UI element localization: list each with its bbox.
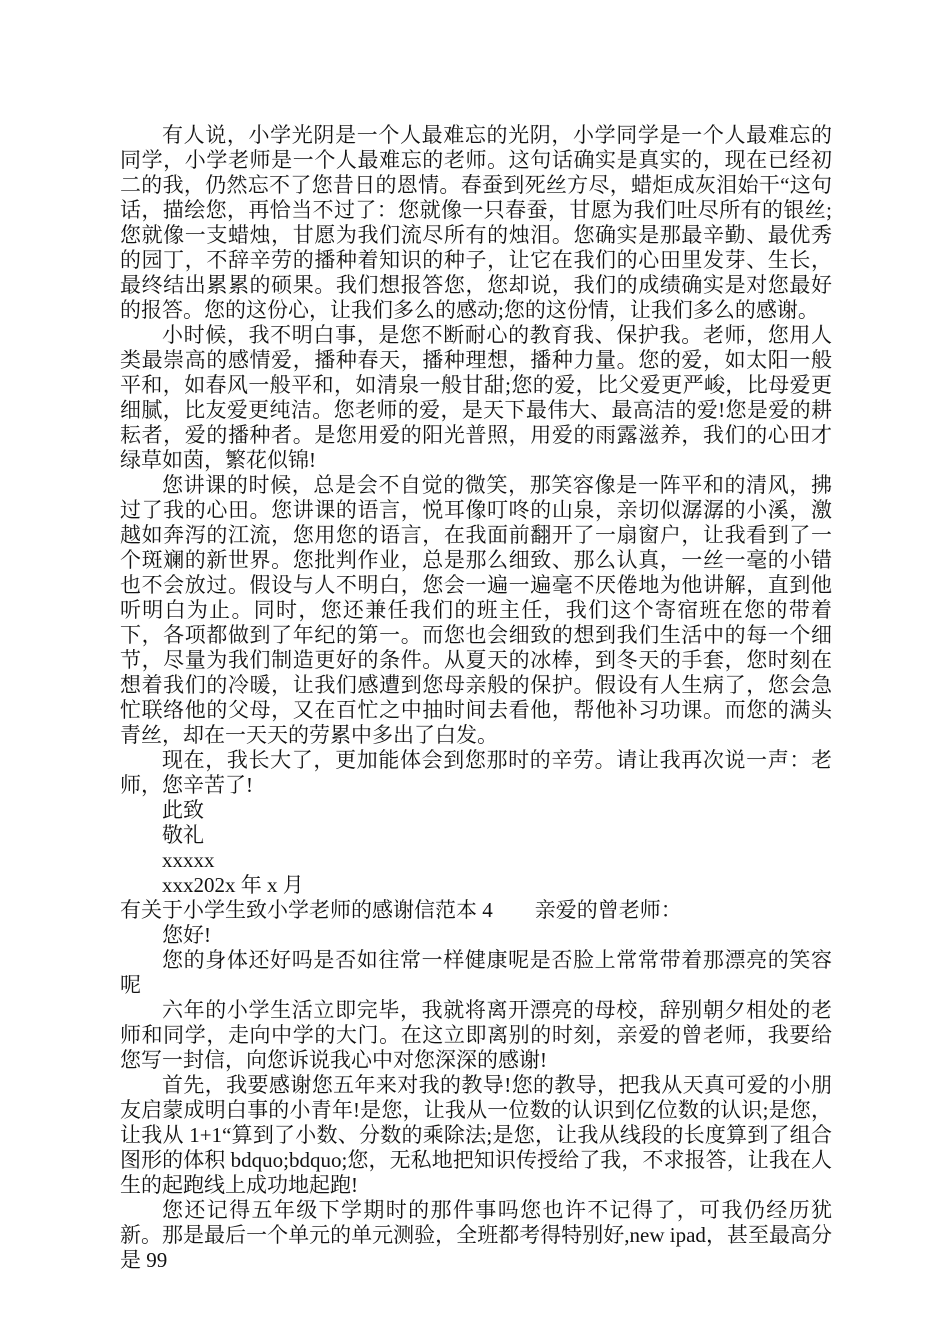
para-teaching-style: 您讲课的时候，总是会不自觉的微笑，那笑容像是一阵平和的清风，拂过了我的心田。您讲课的语言，悦耳像叮咚的山泉，亲切似潺潺的小溪，激越如奔泻的江流，您用您的语言，在我面前翻开了一扇窗户，让我看到了一个斑斓的新世界。您批判作业，总是那么细致、那么认真，一丝一毫的小错也不会放过。假设与人不明白，您会一遍一遍毫不厌倦地为他讲解，直到他听明白为止。同时，您还兼任我们的班主任，我们这个寄宿班在您的带着下，各项都做到了年纪的第一。而您也会细致的想到我们生活中的每一个细节，尽量为我们制造更好的条件。从夏天的冰棒，到冬天的手套，您时刻在想着我们的冷暖，让我们感遭到您母亲般的保护。假设有人生病了，您会急忙联络他的父母，又在百忙之中抽时间去看他，帮他补习功课。而您的满头青丝，却在一天天的劳累中多出了白发。 [120, 473, 832, 747]
para-health-question: 您的身体还好吗是否如往常一样健康呢是否脸上常常带着那漂亮的笑容呢 [120, 948, 832, 997]
line-jingli: 敬礼 [162, 823, 204, 847]
para-now-grown: 现在，我长大了，更加能体会到您那时的辛劳。请让我再次说一声：老师，您辛苦了! [120, 748, 832, 797]
line-cizhi: 此致 [162, 798, 204, 822]
line-greeting: 您好! [162, 923, 211, 947]
para-thanks-teaching: 首先，我要感谢您五年来对我的教导!您的教导，把我从天真可爱的小朋友启蒙成明白事的小青年!是您，让我从一位数的认识到亿位数的认识;是您，让我从 1+1“算到了小数、分数的乘除法;是您，让我从线段的长度算到了组合图形的体积 bdquo;bdquo;您，无私地把知识传授给了我，不求报答，让我在人生的起跑线上成功地起跑! [120, 1073, 832, 1197]
line-signature: xxxxx [162, 848, 215, 872]
document-body [120, 123, 832, 1273]
para-silkworm-candle: 有人说，小学光阴是一个人最难忘的光阴，小学同学是一个人最难忘的同学，小学老师是一个人最难忘的老师。这句话确实是真实的，现在已经初二的我，仍然忘不了您昔日的恩情。春蚕到死丝方尽，蜡炬成灰泪始干“这句话，描绘您，再恰当不过了：您就像一只春蚕，甘愿为我们吐尽所有的银丝;您就像一支蜡烛，甘愿为我们流尽所有的烛泪。您确实是那最辛勤、最优秀的园丁，不辞辛劳的播种着知识的种子，让它在我们的心田里发芽、生长，最终结出累累的硕果。我们想报答您，您却说，我们的成绩确实是对您最好的报答。您的这份心，让我们多么的感动;您的这份情，让我们多么的感谢。 [120, 123, 832, 322]
line-date: xxx202x 年 x 月 [162, 873, 304, 897]
para-graduation-farewell: 六年的小学生活立即完毕，我就将离开漂亮的母校，辞别朝夕相处的老师和同学，走向中学的大门。在这立即离别的时刻，亲爱的曾老师，我要给您写一封信，向您诉说我心中对您深深的感谢! [120, 998, 832, 1072]
para-teacher-love: 小时候，我不明白事，是您不断耐心的教育我、保护我。老师，您用人类最崇高的感情爱，播种春天，播种理想，播种力量。您的爱，如太阳一般平和，如春风一般平和，如清泉一般甘甜;您的爱，比父爱更严峻，比母爱更细腻，比友爱更纯洁。您老师的爱，是天下最伟大、最高洁的爱!您是爱的耕耘者，爱的播种者。是您用爱的阳光普照，用爱的雨露滋养，我们的心田才绿草如茵，繁花似锦! [120, 323, 832, 472]
heading-letter-4: 有关于小学生致小学老师的感谢信范本 4 亲爱的曾老师： [120, 898, 682, 922]
para-memory-test: 您还记得五年级下学期时的那件事吗您也许不记得了，可我仍经历犹新。那是最后一个单元的单元测验，全班都考得特别好,new ipad，甚至最高分是 99 [120, 1198, 832, 1272]
